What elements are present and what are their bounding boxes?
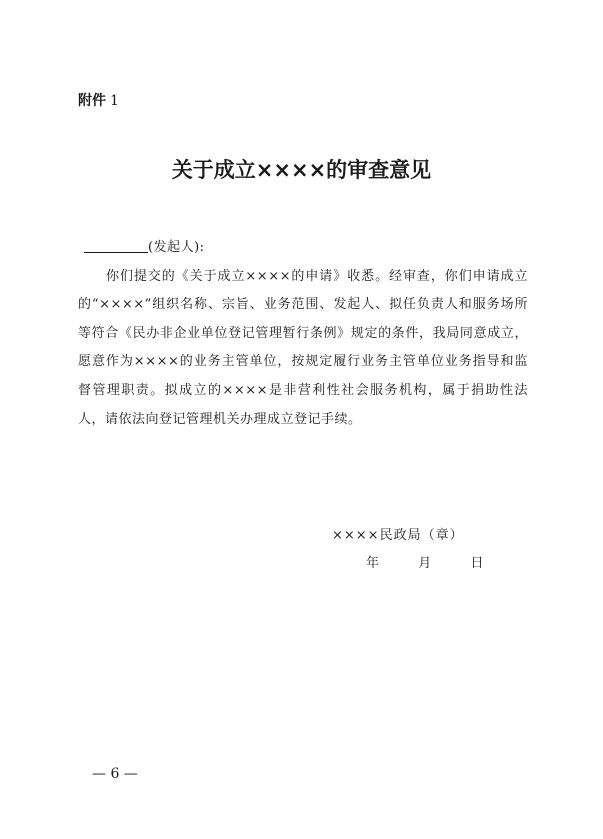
signature-line: ××××民政局（章） (332, 528, 464, 543)
document-body (78, 234, 528, 434)
attachment-number: 1 (110, 93, 119, 109)
blank-underline (84, 238, 148, 253)
body-paragraph: 你们提交的《关于成立××××的申请》收悉。经审查，你们申请成立的“××××”组织名称、宗旨、业务范围、发起人、拟任负责人和服务场所等符合《民办非企业单位登记管理暂行条例》规定的条件，我局同意成立，愿意作为××××的业务主管单位，按规定履行业务主管单位业务指导和监督管理职责。拟成立的××××是非营利性社会服务机构，属于捐助性法人，请依法向登记管理机关办理成立登记手续。 (78, 268, 528, 427)
attachment-label-text: 附件 (78, 93, 106, 109)
date-line: 年 月 日 (366, 556, 485, 571)
attachment-label (78, 90, 119, 110)
page-number: — 6 — (92, 766, 138, 782)
salutation-line (78, 234, 528, 263)
salutation-text: (发起人): (148, 240, 205, 255)
document-title: 关于成立××××的审查意见 (171, 158, 432, 182)
